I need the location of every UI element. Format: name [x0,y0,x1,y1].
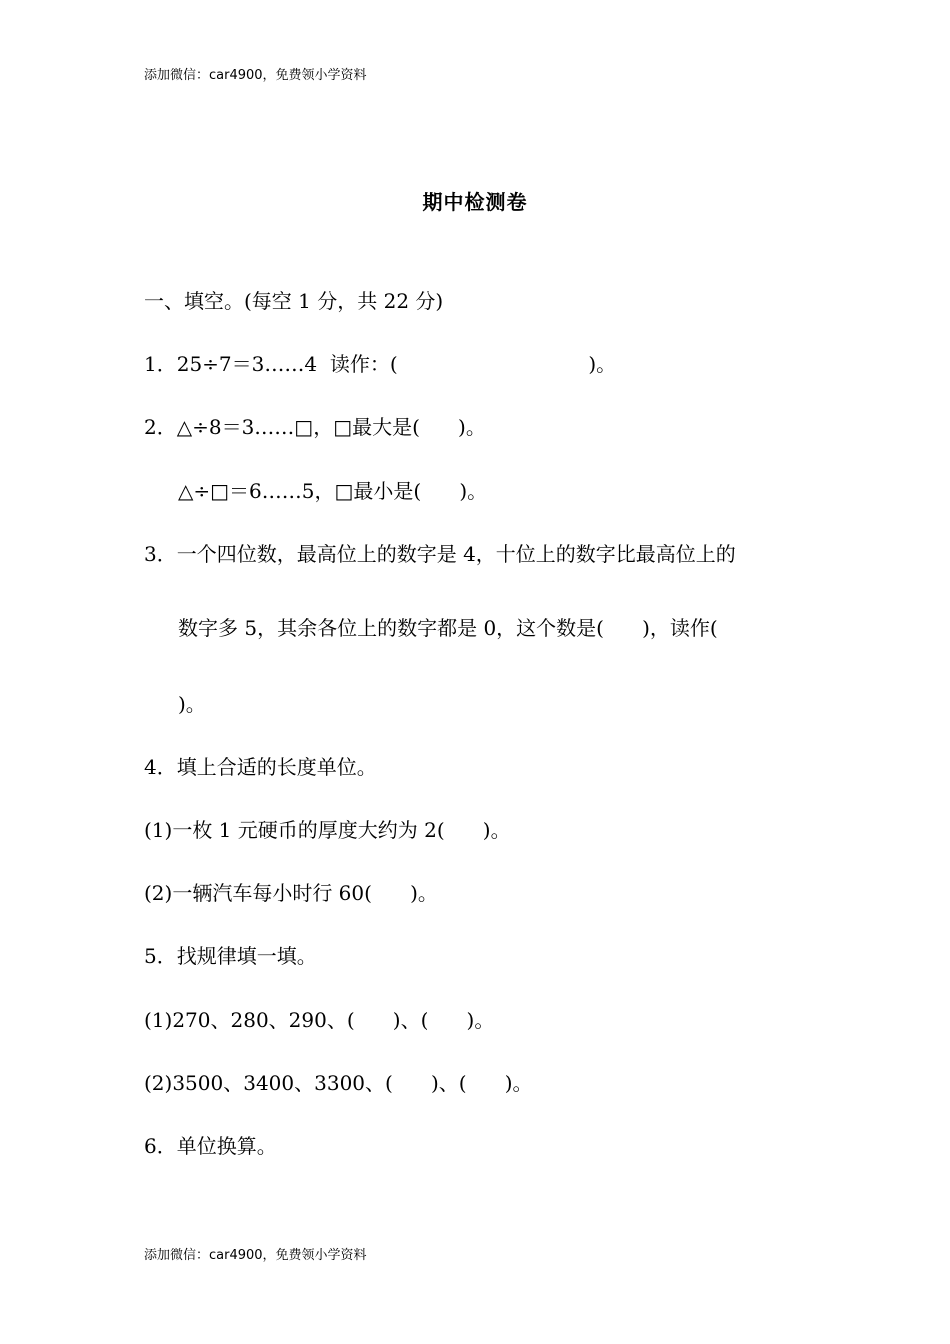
question-4-2: (2)一辆汽车每小时行 60( )。 [144,881,438,905]
question-3: 3．一个四位数，最高位上的数字是 4，十位上的数字比最高位上的 [144,542,736,566]
question-5-2: (2)3500、3400、3300、( )、( )。 [144,1071,533,1095]
page-footer: 添加微信：car4900，免费领小学资料 [144,1248,367,1263]
question-5: 5．找规律填一填。 [144,944,317,968]
page-header: 添加微信：car4900，免费领小学资料 [144,68,367,83]
question-1: 1．25÷7＝3……4 读作：( )。 [144,352,617,376]
question-3-end: )。 [178,692,206,716]
question-5-1: (1)270、280、290、( )、( )。 [144,1008,495,1032]
question-2: 2．△÷8＝3……□，□最大是( )。 [144,415,486,439]
question-3-cont: 数字多 5，其余各位上的数字都是 0，这个数是( )，读作( [178,616,718,640]
question-4: 4．填上合适的长度单位。 [144,755,377,779]
question-2-part-2: △÷□＝6……5，□最小是( )。 [178,479,488,503]
page-title: 期中检测卷 [422,190,528,214]
question-6: 6．单位换算。 [144,1134,277,1158]
question-4-1: (1)一枚 1 元硬币的厚度大约为 2( )。 [144,818,511,842]
section-heading: 一、填空。(每空 1 分，共 22 分) [144,289,444,313]
